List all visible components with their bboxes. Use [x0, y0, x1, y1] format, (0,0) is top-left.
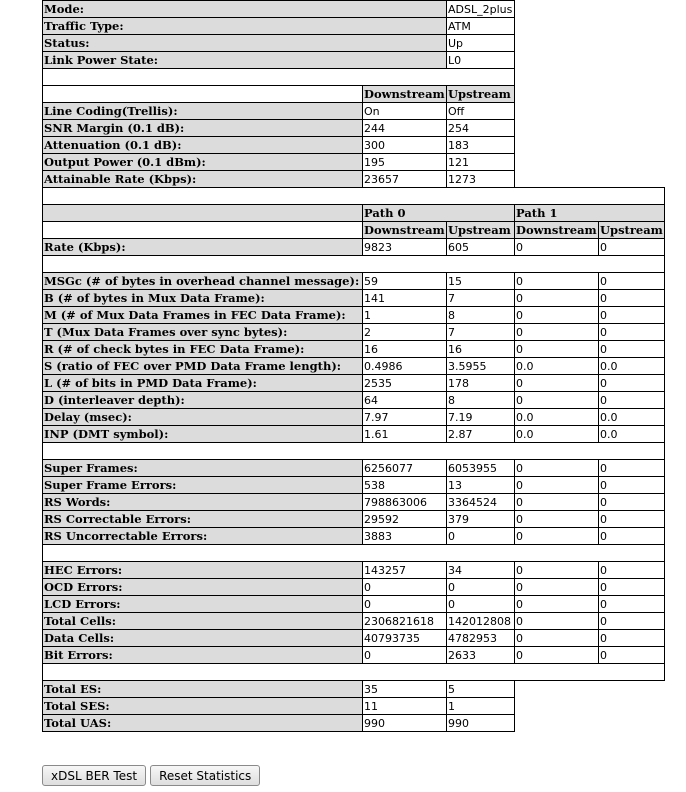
path0-upstream-value: 142012808 [447, 613, 515, 630]
path0-downstream-value: 16 [363, 341, 447, 358]
path1-upstream-value: 0 [599, 647, 665, 664]
path-stat-row [43, 613, 665, 630]
empty-cell [515, 69, 665, 86]
path-stat-row [43, 409, 665, 426]
path1-downstream-value: 0 [515, 579, 599, 596]
spacer-cell [43, 188, 665, 205]
downstream-value: On [363, 103, 447, 120]
stat-label: Total ES: [43, 681, 363, 698]
stat-label: B (# of bytes in Mux Data Frame): [43, 290, 363, 307]
path1-upstream-value: 0 [599, 392, 665, 409]
stat-label: T (Mux Data Frames over sync bytes): [43, 324, 363, 341]
downstream-value: 195 [363, 154, 447, 171]
path0-downstream-value: 0 [363, 596, 447, 613]
path0-upstream-value: 6053955 [447, 460, 515, 477]
path-stat-row [43, 358, 665, 375]
path0-upstream-value: 7 [447, 324, 515, 341]
totals-row [43, 681, 665, 698]
downstream-header: Downstream [516, 222, 597, 237]
spacer-cell [43, 545, 665, 562]
empty-cell [515, 715, 665, 732]
path1-downstream-value: 0 [515, 528, 599, 545]
path0-upstream-value: 7.19 [447, 409, 515, 426]
path0-upstream-value: 8 [447, 307, 515, 324]
info-value: Up [447, 35, 515, 52]
path0-downstream-value: 64 [363, 392, 447, 409]
path1-downstream-value: 0 [515, 290, 599, 307]
path-stat-row [43, 460, 665, 477]
action-buttons [42, 765, 260, 786]
downstream-value: 244 [363, 120, 447, 137]
empty-cell [515, 698, 665, 715]
stat-label: M (# of Mux Data Frames in FEC Data Frame): [43, 307, 363, 324]
stat-label: Attenuation (0.1 dB): [43, 137, 363, 154]
path1-upstream-value: 0 [599, 579, 665, 596]
path-stat-row [43, 477, 665, 494]
path-stat-row [43, 630, 665, 647]
stat-label: S (ratio of FEC over PMD Data Frame length): [43, 358, 363, 375]
upstream-value: 254 [447, 120, 515, 137]
info-row [43, 52, 665, 69]
empty-cell [515, 171, 665, 188]
direction-header-row [43, 222, 665, 239]
path-stat-row [43, 307, 665, 324]
path1-downstream-value: 0 [515, 392, 599, 409]
header-blank [43, 205, 363, 222]
path1-downstream-value: 0 [515, 324, 599, 341]
path0-downstream-value: 2 [363, 324, 447, 341]
empty-cell [515, 120, 665, 137]
upstream-value: Off [447, 103, 515, 120]
empty-cell [515, 52, 665, 69]
path1-upstream-value: 0 [599, 307, 665, 324]
path0-upstream-value: 15 [447, 273, 515, 290]
upstream-value: 183 [447, 137, 515, 154]
path-stat-row [43, 511, 665, 528]
path0-downstream-value: 40793735 [363, 630, 447, 647]
path1-downstream-value: 0 [515, 477, 599, 494]
path0-downstream-value: 143257 [363, 562, 447, 579]
path0-downstream-value: 59 [363, 273, 447, 290]
path0-header: Path 0 [363, 205, 515, 222]
path1-upstream-value: 0 [599, 477, 665, 494]
info-label: Traffic Type: [43, 18, 447, 35]
path0-upstream-value: 0 [447, 528, 515, 545]
path0-upstream-value: 0 [447, 596, 515, 613]
path0-upstream-value: 4782953 [447, 630, 515, 647]
info-row [43, 1, 665, 18]
path-header-row [43, 205, 665, 222]
reset-statistics-button[interactable]: Reset Statistics [150, 765, 260, 786]
path1-upstream-value: 0.0 [599, 409, 665, 426]
path0-downstream-value: 2535 [363, 375, 447, 392]
spacer-cell [43, 69, 515, 86]
stat-label: HEC Errors: [43, 562, 363, 579]
spacer-cell [43, 443, 665, 460]
path0-downstream-value: 1.61 [363, 426, 447, 443]
stat-label: Output Power (0.1 dBm): [43, 154, 363, 171]
line-stat-row [43, 120, 665, 137]
path1-upstream-value: 0 [599, 375, 665, 392]
stat-label: MSGc (# of bytes in overhead channel message): [43, 273, 363, 290]
path-stat-row [43, 290, 665, 307]
path1-downstream-value: 0.0 [515, 426, 599, 443]
path1-downstream-value: 0 [515, 239, 599, 256]
path0-upstream-value: 605 [447, 239, 515, 256]
path0-upstream-value: 34 [447, 562, 515, 579]
path0-upstream-value: 3.5955 [447, 358, 515, 375]
path1-downstream-value: 0 [515, 630, 599, 647]
path-stat-row [43, 562, 665, 579]
upstream-header: Upstream [600, 222, 663, 237]
spacer-cell [43, 664, 665, 681]
header-blank [43, 86, 363, 103]
path0-downstream-value: 2306821618 [363, 613, 447, 630]
path0-downstream-value: 9823 [363, 239, 447, 256]
upstream-value: 990 [447, 715, 515, 732]
stat-label: Rate (Kbps): [43, 239, 363, 256]
path1-upstream-value: 0 [599, 528, 665, 545]
spacer-cell [43, 256, 665, 273]
path0-upstream-value: 2.87 [447, 426, 515, 443]
upstream-value: 121 [447, 154, 515, 171]
stat-label: Super Frame Errors: [43, 477, 363, 494]
path1-downstream-value: 0 [515, 494, 599, 511]
path0-upstream-value: 8 [447, 392, 515, 409]
line-header-row [43, 86, 665, 103]
path1-upstream-value: 0 [599, 460, 665, 477]
path0-downstream-value: 798863006 [363, 494, 447, 511]
stat-label: LCD Errors: [43, 596, 363, 613]
path0-downstream-value: 3883 [363, 528, 447, 545]
stat-label: Bit Errors: [43, 647, 363, 664]
spacer-row [43, 443, 665, 460]
upstream-header: Upstream [447, 86, 515, 103]
info-label: Link Power State: [43, 52, 447, 69]
path1-downstream-value: 0 [515, 562, 599, 579]
stat-label: Line Coding(Trellis): [43, 103, 363, 120]
path1-upstream-value: 0 [599, 290, 665, 307]
path1-downstream-value: 0 [515, 511, 599, 528]
path1-downstream-value: 0 [515, 273, 599, 290]
path0-upstream-value: 16 [447, 341, 515, 358]
spacer-row [43, 256, 665, 273]
stat-label: L (# of bits in PMD Data Frame): [43, 375, 363, 392]
path0-upstream-value: 3364524 [447, 494, 515, 511]
downstream-header: Downstream [364, 86, 445, 101]
path1-upstream-value: 0 [599, 273, 665, 290]
adsl-statistics-table [42, 0, 665, 732]
path1-upstream-value: 0 [599, 511, 665, 528]
info-value: L0 [447, 52, 515, 69]
path1-upstream-value: 0 [599, 341, 665, 358]
empty-cell [515, 18, 665, 35]
info-label: Status: [43, 35, 447, 52]
path-stat-row [43, 273, 665, 290]
stat-label: Attainable Rate (Kbps): [43, 171, 363, 188]
line-stat-row [43, 171, 665, 188]
empty-cell [515, 103, 665, 120]
stat-label: RS Uncorrectable Errors: [43, 528, 363, 545]
path0-downstream-value: 29592 [363, 511, 447, 528]
path-stat-row [43, 647, 665, 664]
path-stat-row [43, 579, 665, 596]
path-stat-row [43, 324, 665, 341]
xdsl-ber-test-button[interactable]: xDSL BER Test [42, 765, 146, 786]
empty-cell [515, 35, 665, 52]
upstream-header: Upstream [447, 222, 515, 239]
line-stat-row [43, 137, 665, 154]
path0-downstream-value: 1 [363, 307, 447, 324]
path1-upstream-value: 0 [599, 630, 665, 647]
empty-cell [515, 1, 665, 18]
path-stat-row [43, 239, 665, 256]
path1-header: Path 1 [515, 205, 665, 222]
info-value: ATM [447, 18, 515, 35]
path1-downstream-value: 0 [515, 375, 599, 392]
path-stat-row [43, 596, 665, 613]
path1-upstream-value: 0 [599, 596, 665, 613]
path0-downstream-value: 0 [363, 579, 447, 596]
stat-label: OCD Errors: [43, 579, 363, 596]
path0-upstream-value: 379 [447, 511, 515, 528]
path1-downstream-value: 0 [515, 613, 599, 630]
stat-label: R (# of check bytes in FEC Data Frame): [43, 341, 363, 358]
stat-label: RS Words: [43, 494, 363, 511]
stat-label: Total UAS: [43, 715, 363, 732]
path1-downstream-value: 0 [515, 341, 599, 358]
downstream-value: 11 [363, 698, 447, 715]
info-value: ADSL_2plus [447, 1, 515, 18]
path1-downstream-value: 0 [515, 596, 599, 613]
path0-downstream-value: 538 [363, 477, 447, 494]
path0-downstream-value: 6256077 [363, 460, 447, 477]
path1-downstream-value: 0.0 [515, 358, 599, 375]
path1-upstream-value: 0 [599, 562, 665, 579]
spacer-row [43, 545, 665, 562]
stat-label: Super Frames: [43, 460, 363, 477]
path0-downstream-value: 0.4986 [363, 358, 447, 375]
downstream-header: Downstream [364, 222, 445, 237]
stat-label: SNR Margin (0.1 dB): [43, 120, 363, 137]
path-stat-row [43, 426, 665, 443]
upstream-value: 1 [447, 698, 515, 715]
upstream-value: 5 [447, 681, 515, 698]
path-stat-row [43, 494, 665, 511]
info-row [43, 35, 665, 52]
info-row [43, 18, 665, 35]
totals-row [43, 698, 665, 715]
empty-cell [515, 137, 665, 154]
line-stat-row [43, 154, 665, 171]
path1-upstream-value: 0.0 [599, 426, 665, 443]
empty-cell [515, 154, 665, 171]
path0-upstream-value: 0 [447, 579, 515, 596]
path1-downstream-value: 0 [515, 307, 599, 324]
stat-label: D (interleaver depth): [43, 392, 363, 409]
stat-label: RS Correctable Errors: [43, 511, 363, 528]
path-stat-row [43, 375, 665, 392]
path1-upstream-value: 0 [599, 613, 665, 630]
path0-downstream-value: 141 [363, 290, 447, 307]
path1-upstream-value: 0 [599, 324, 665, 341]
path1-upstream-value: 0 [599, 239, 665, 256]
path1-downstream-value: 0 [515, 647, 599, 664]
stat-label: Total Cells: [43, 613, 363, 630]
path0-upstream-value: 178 [447, 375, 515, 392]
upstream-value: 1273 [447, 171, 515, 188]
stat-label: INP (DMT symbol): [43, 426, 363, 443]
stat-label: Total SES: [43, 698, 363, 715]
downstream-value: 300 [363, 137, 447, 154]
empty-cell [515, 681, 665, 698]
path1-upstream-value: 0.0 [599, 358, 665, 375]
stat-label: Delay (msec): [43, 409, 363, 426]
spacer-row [43, 69, 665, 86]
path0-upstream-value: 7 [447, 290, 515, 307]
spacer-row [43, 188, 665, 205]
path0-upstream-value: 13 [447, 477, 515, 494]
path1-upstream-value: 0 [599, 494, 665, 511]
totals-row [43, 715, 665, 732]
info-label: Mode: [43, 1, 447, 18]
stat-label: Data Cells: [43, 630, 363, 647]
downstream-value: 23657 [363, 171, 447, 188]
line-stat-row [43, 103, 665, 120]
spacer-row [43, 664, 665, 681]
header-blank [43, 222, 363, 239]
downstream-value: 990 [363, 715, 447, 732]
path0-downstream-value: 7.97 [363, 409, 447, 426]
empty-cell [515, 86, 665, 103]
path1-downstream-value: 0.0 [515, 409, 599, 426]
downstream-value: 35 [363, 681, 447, 698]
path1-downstream-value: 0 [515, 460, 599, 477]
path0-upstream-value: 2633 [447, 647, 515, 664]
path-stat-row [43, 528, 665, 545]
path0-downstream-value: 0 [363, 647, 447, 664]
path-stat-row [43, 341, 665, 358]
path-stat-row [43, 392, 665, 409]
